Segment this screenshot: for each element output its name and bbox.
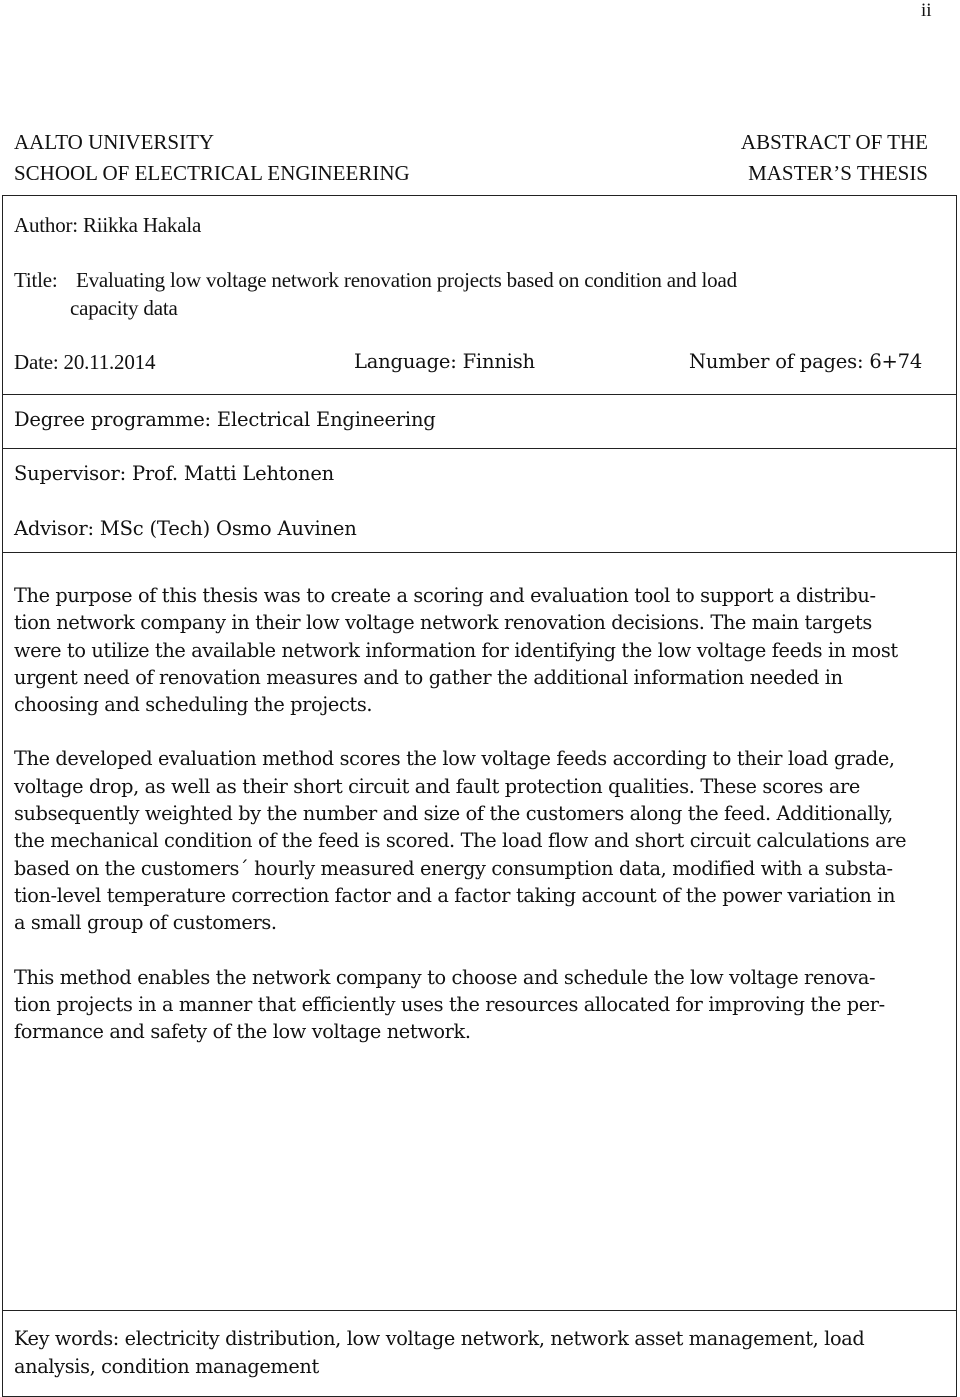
abstract-text (14, 582, 952, 1072)
page-number: ii (921, 0, 932, 21)
date-field: Date: 20.11.2014 (14, 350, 156, 374)
university-name: AALTO UNIVERSITY (14, 130, 215, 154)
abstract-line: urgent need of renovation measures and to gather the additional information needed in (14, 665, 843, 689)
advisor-field: Advisor: MSc (Tech) Osmo Auvinen (14, 517, 357, 540)
title-line-1: Evaluating low voltage network renovation projects based on condition and load (76, 268, 737, 292)
abstract-line: This method enables the network company to choose and schedule the low voltage renova- (14, 965, 876, 989)
school-name: SCHOOL OF ELECTRICAL ENGINEERING (14, 161, 410, 185)
abstract-line: tion-level temperature correction factor and a factor taking account of the power variation in (14, 883, 896, 907)
title-label: Title: (14, 268, 58, 292)
document-type-header (741, 127, 928, 189)
abstract-paragraph-2 (14, 745, 952, 936)
abstract-line: The developed evaluation method scores the low voltage feeds according to their load grade, (14, 747, 895, 771)
abstract-line: based on the customers´ hourly measured energy consumption data, modified with a substa- (14, 856, 893, 880)
abstract-line: formance and safety of the low voltage network. (14, 1020, 471, 1044)
author-field: Author: Riikka Hakala (14, 213, 202, 237)
abstract-line: subsequently weighted by the number and size of the customers along the feed. Additionally, (14, 802, 893, 826)
abstract-line: the mechanical condition of the feed is scored. The load flow and short circuit calculations are (14, 829, 907, 853)
abstract-paragraph-3 (14, 964, 952, 1046)
abstract-line: tion network company in their low voltage network renovation decisions. The main targets (14, 611, 872, 635)
title-line-2: capacity data (70, 296, 178, 320)
institution-header (14, 127, 410, 189)
abstract-line: a small group of customers. (14, 911, 277, 935)
abstract-line: were to utilize the available network information for identifying the low voltage feeds in most (14, 638, 898, 662)
abstract-line: tion projects in a manner that efficiently uses the resources allocated for improving the per- (14, 992, 885, 1016)
degree-programme-field: Degree programme: Electrical Engineering (14, 408, 436, 431)
doc-type-line2: MASTER’S THESIS (748, 161, 928, 185)
abstract-line: choosing and scheduling the projects. (14, 693, 373, 717)
abstract-line: The purpose of this thesis was to create a scoring and evaluation tool to support a distribu- (14, 584, 876, 607)
keywords-line-1: Key words: electricity distribution, low voltage network, network asset management, load (14, 1327, 865, 1350)
supervisor-field: Supervisor: Prof. Matti Lehtonen (14, 462, 335, 485)
keywords-line-2: analysis, condition management (14, 1354, 319, 1378)
page-count-field: Number of pages: 6+74 (689, 350, 923, 373)
abstract-paragraph-1 (14, 582, 952, 718)
doc-type-line1: ABSTRACT OF THE (740, 130, 928, 154)
abstract-line: voltage drop, as well as their short circuit and fault protection qualities. These scores are (14, 774, 860, 798)
keywords-text (14, 1325, 950, 1380)
language-field: Language: Finnish (354, 350, 535, 373)
